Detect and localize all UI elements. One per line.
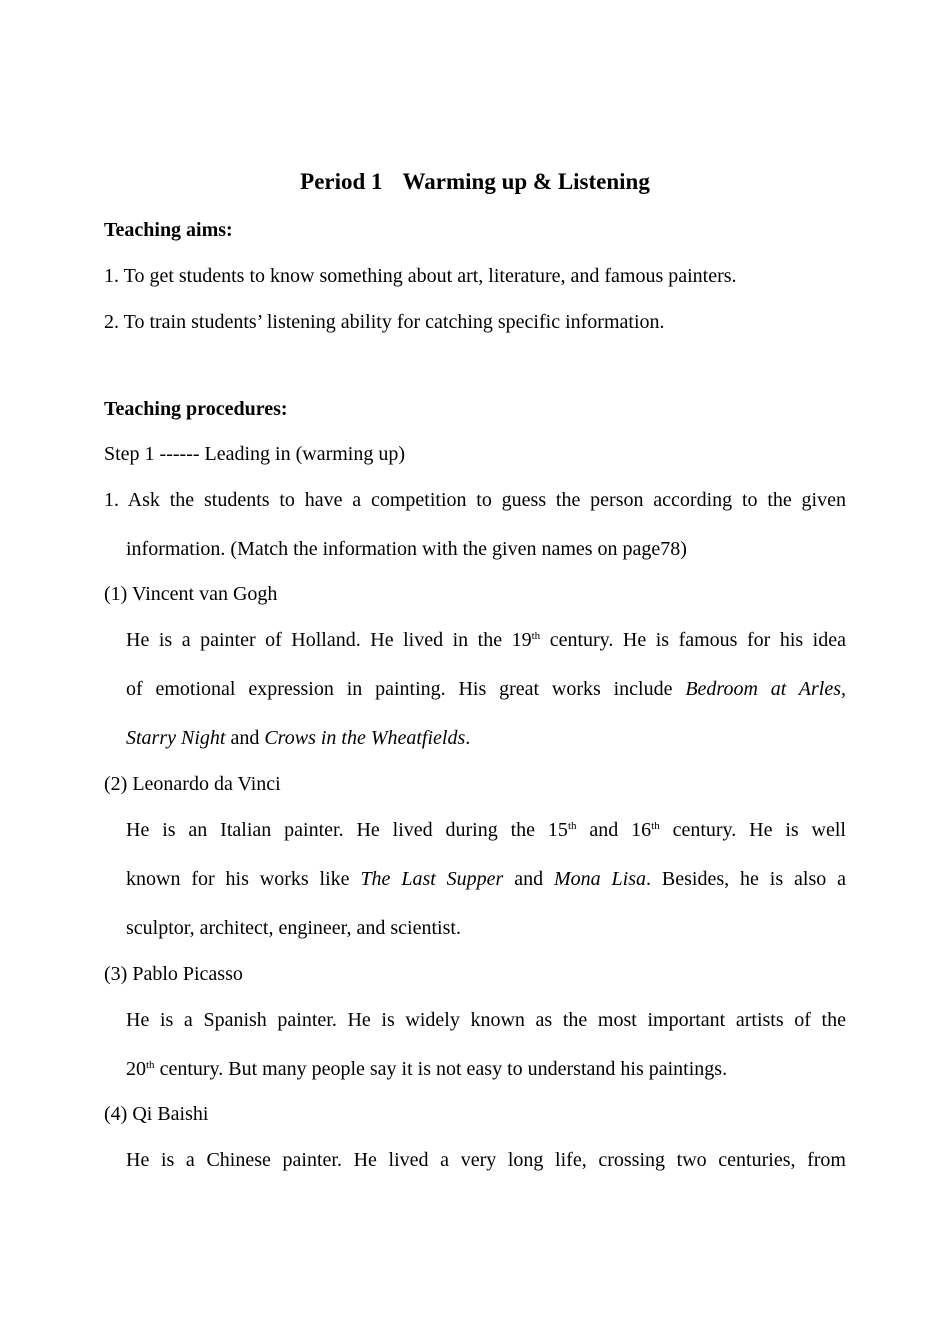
da-vinci-line-1 — [126, 818, 846, 842]
aim-item-2: 2. To train students’ listening ability for catching specific information. — [104, 311, 665, 333]
period-label: Period 1 — [300, 169, 383, 194]
picasso-line-1: He is a Spanish painter. He is widely known as the most important artists of the — [126, 1009, 846, 1031]
ordinal-suffix: th — [531, 630, 541, 642]
period-topic: Warming up & Listening — [402, 169, 650, 194]
da-vinci-line-2 — [126, 867, 846, 891]
ordinal-suffix: th — [651, 820, 660, 832]
text-run: . Besides, he is also a — [646, 868, 846, 890]
van-gogh-line-2 — [126, 677, 846, 701]
work-title: The Last Supper — [360, 868, 504, 890]
picasso-line-2 — [126, 1057, 727, 1081]
page-title — [0, 168, 950, 196]
da-vinci-line-3: sculptor, architect, engineer, and scientist. — [126, 917, 461, 939]
van-gogh-line-3 — [126, 726, 470, 750]
work-title: Bedroom at Arles — [685, 678, 841, 700]
work-title: Crows in the Wheatfields — [264, 727, 466, 749]
work-title: Starry Night — [126, 727, 226, 749]
text-run: of emotional expression in painting. His great works include — [126, 678, 686, 700]
painter-name-picasso: (3) Pablo Picasso — [104, 963, 243, 985]
text-run: and 16 — [576, 819, 652, 841]
text-run: and — [503, 868, 554, 890]
ordinal-suffix: th — [567, 820, 577, 832]
text-run: and — [225, 727, 265, 749]
text-run: century. But many people say it is not easy to understand his paintings. — [154, 1058, 728, 1080]
qi-baishi-line-1: He is a Chinese painter. He lived a very long life, crossing two centuries, from — [126, 1149, 846, 1171]
text-run: known for his works like — [126, 868, 361, 890]
teaching-aims-heading: Teaching aims: — [104, 219, 233, 241]
text-run: 20 — [126, 1058, 146, 1080]
teaching-procedures-heading: Teaching procedures: — [104, 398, 288, 420]
painter-name-da-vinci: (2) Leonardo da Vinci — [104, 773, 281, 795]
task-line-1: 1. Ask the students to have a competition to guess the person according to the given — [104, 489, 846, 511]
text-run: . — [465, 727, 471, 749]
text-run: He is a painter of Holland. He lived in the 19 — [126, 629, 532, 651]
step-1-heading: Step 1 ------ Leading in (warming up) — [104, 443, 406, 465]
task-line-2: information. (Match the information with the given names on page78) — [126, 538, 687, 560]
aim-item-1: 1. To get students to know something about art, literature, and famous painters. — [104, 265, 737, 287]
painter-name-qi-baishi: (4) Qi Baishi — [104, 1103, 209, 1125]
text-run: He is an Italian painter. He lived during the 15 — [126, 819, 568, 841]
van-gogh-line-1 — [126, 628, 846, 652]
work-title: Mona Lisa — [554, 868, 647, 890]
ordinal-suffix: th — [146, 1059, 155, 1071]
text-run: , — [841, 678, 846, 700]
text-run: century. He is famous for his idea — [540, 629, 846, 651]
text-run: century. He is well — [659, 819, 846, 841]
painter-name-van-gogh: (1) Vincent van Gogh — [104, 583, 278, 605]
